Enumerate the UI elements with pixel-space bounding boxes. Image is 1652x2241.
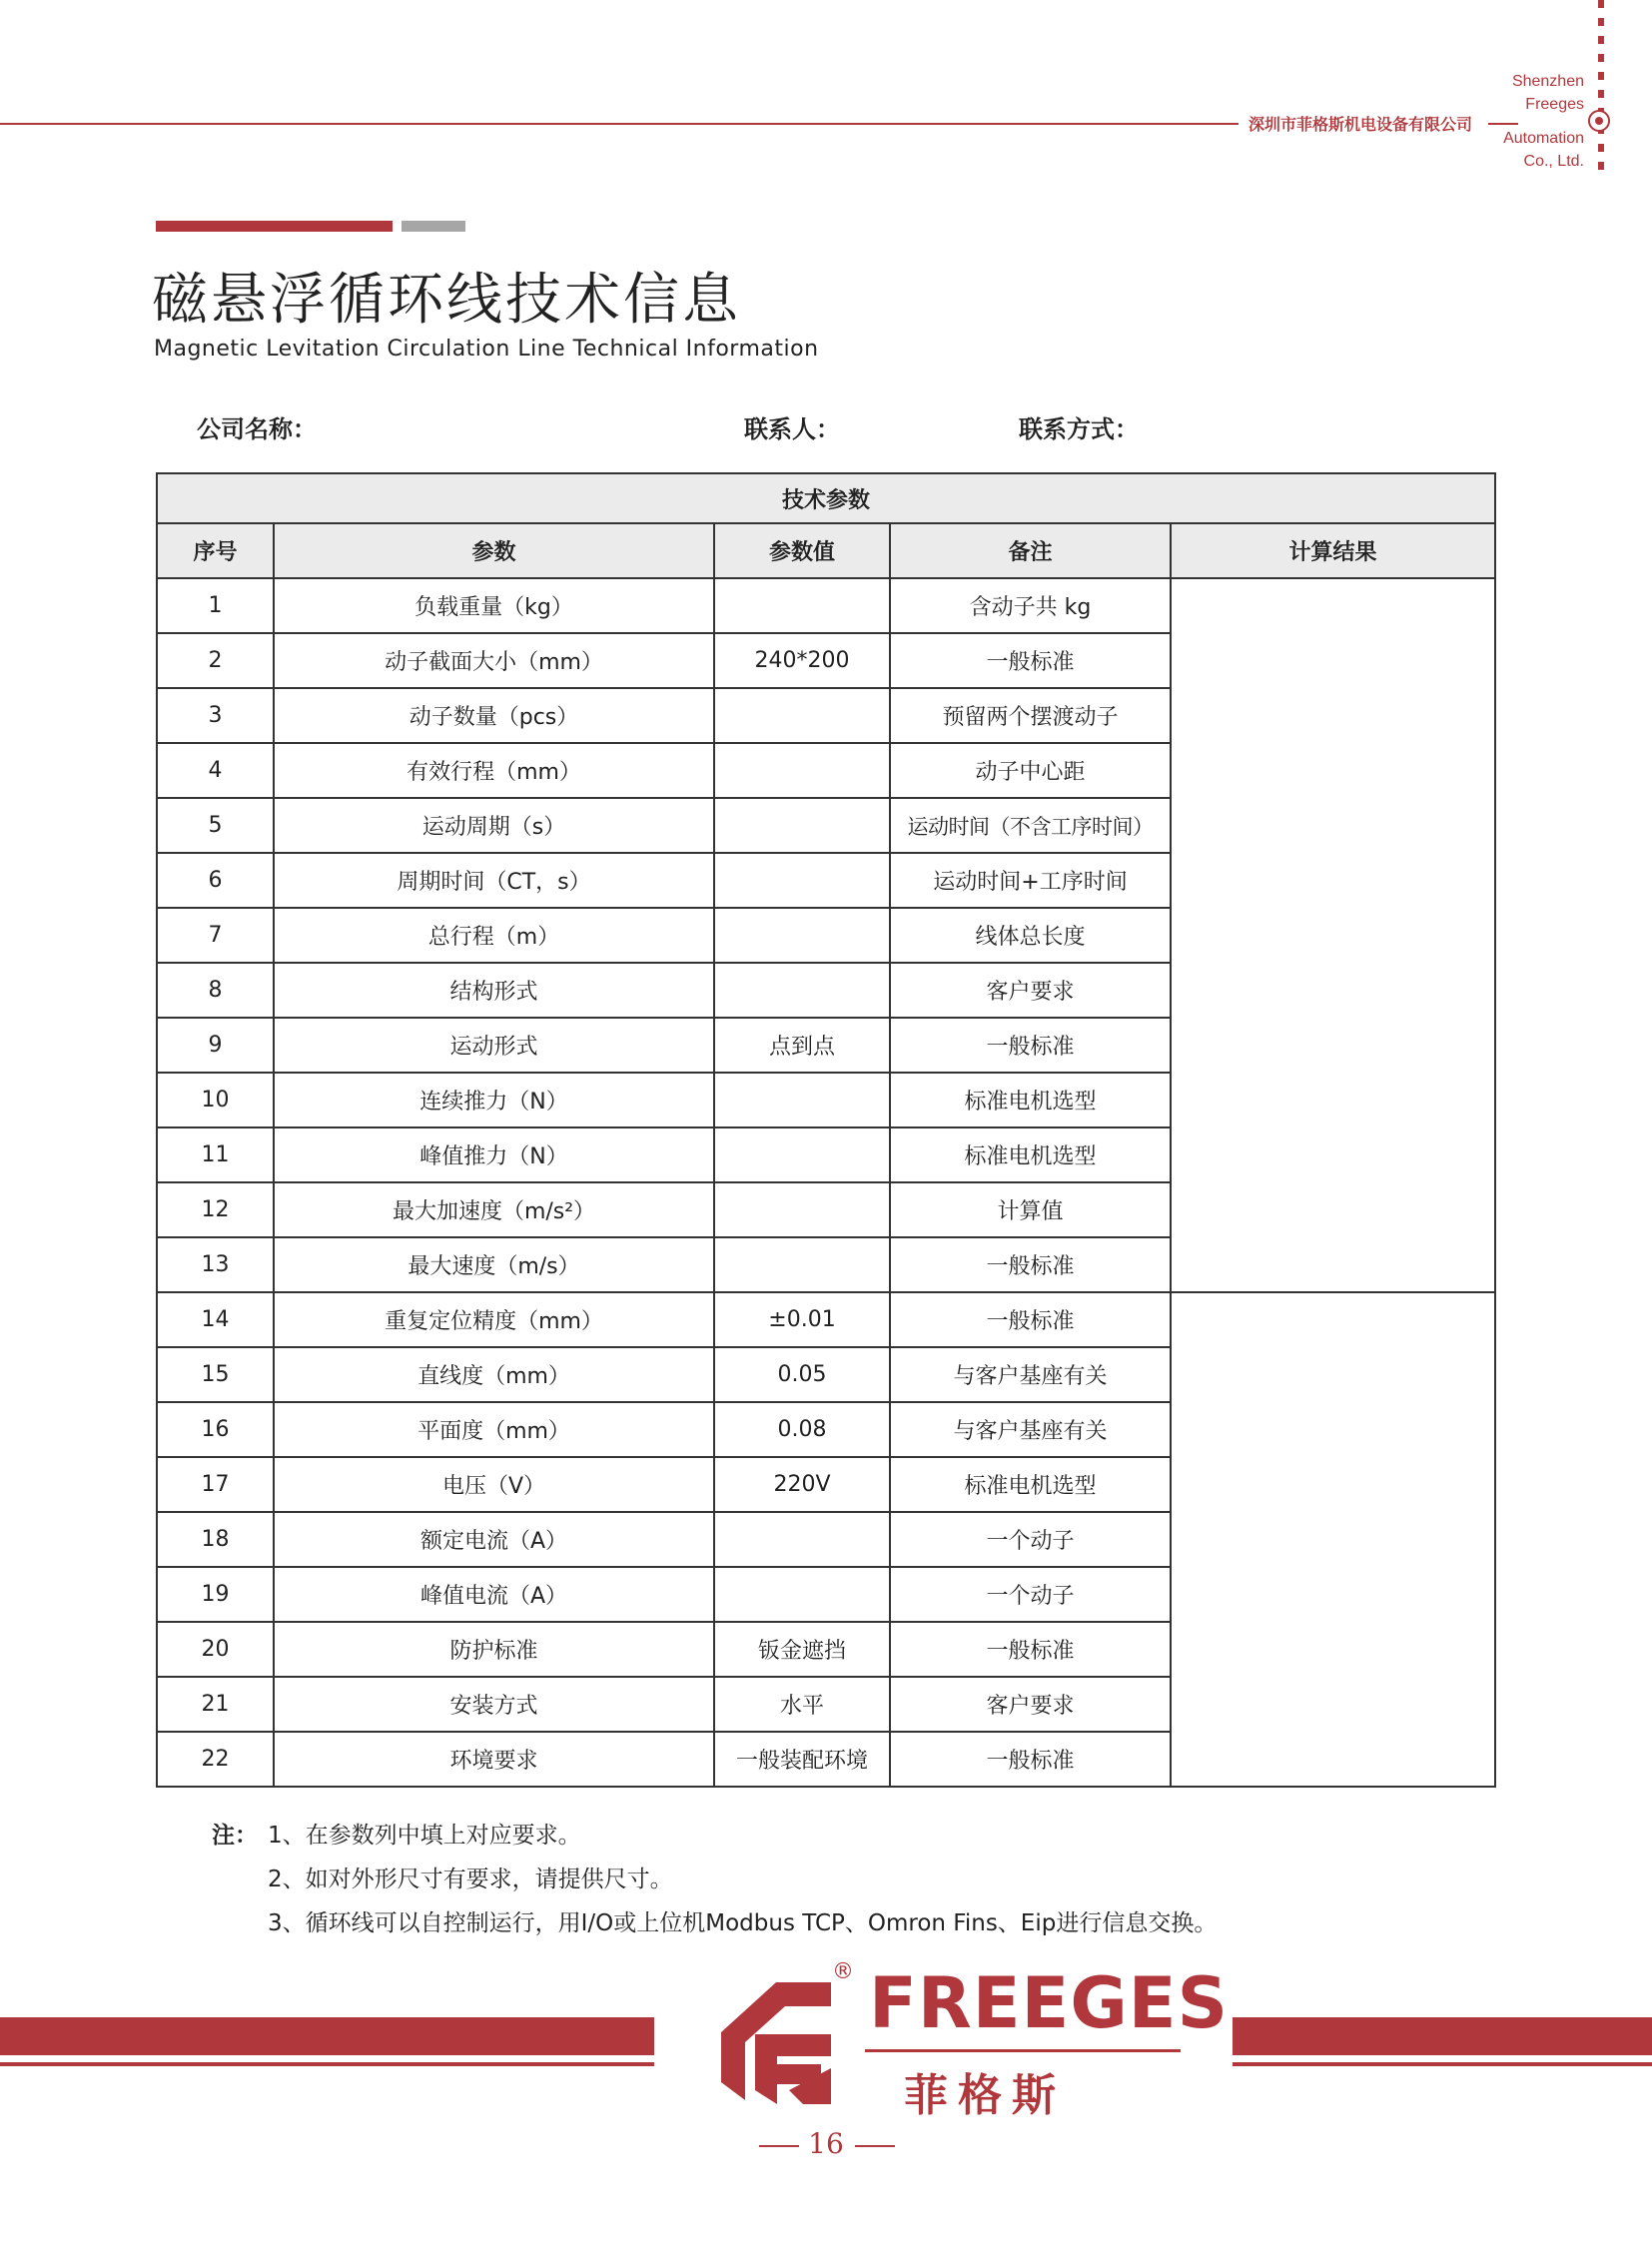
contact-method-label: 联系方式： — [1019, 415, 1139, 443]
cell-value: 0.08 — [714, 1402, 890, 1457]
footer-bar-right-thin — [1233, 2062, 1652, 2066]
page-ornament-right — [855, 2145, 895, 2147]
cell-param: 动子数量（pcs） — [274, 688, 714, 743]
cell-param: 平面度（mm） — [274, 1402, 714, 1457]
cell-note: 与客户基座有关 — [890, 1402, 1171, 1457]
company-en-line: Freeges — [1525, 96, 1584, 113]
table-row — [157, 578, 1495, 633]
cell-note: 一般标准 — [890, 1732, 1171, 1787]
cell-param: 动子截面大小（mm） — [274, 633, 714, 688]
cell-value: 0.05 — [714, 1347, 890, 1402]
cell-value — [714, 1567, 890, 1622]
cell-param: 连续推力（N） — [274, 1073, 714, 1127]
cell-value — [714, 1182, 890, 1237]
cell-param: 峰值推力（N） — [274, 1127, 714, 1182]
cell-no: 20 — [157, 1622, 274, 1677]
cell-param: 结构形式 — [274, 963, 714, 1018]
note-item: 2、如对外形尺寸有要求，请提供尺寸。 — [268, 1867, 673, 1892]
col-header-value: 参数值 — [714, 523, 890, 578]
cell-value — [714, 963, 890, 1018]
cell-no: 10 — [157, 1073, 274, 1127]
cell-value — [714, 1512, 890, 1567]
cell-note: 一个动子 — [890, 1567, 1171, 1622]
company-name-cn: 深圳市菲格斯机电设备有限公司 — [1248, 115, 1473, 134]
cell-no: 16 — [157, 1402, 274, 1457]
col-header-param: 参数 — [274, 523, 714, 578]
company-en-line: Automation — [1503, 130, 1584, 147]
cell-no: 2 — [157, 633, 274, 688]
cell-no: 1 — [157, 578, 274, 633]
cell-value: 水平 — [714, 1677, 890, 1732]
cell-value — [714, 688, 890, 743]
page-subtitle: Magnetic Levitation Circulation Line Technical Information — [154, 337, 819, 362]
cell-no: 15 — [157, 1347, 274, 1402]
company-en-line: Shenzhen — [1511, 73, 1584, 90]
notes — [212, 1814, 1217, 1945]
cell-note: 标准电机选型 — [890, 1127, 1171, 1182]
col-header-result: 计算结果 — [1171, 523, 1495, 578]
cell-note: 线体总长度 — [890, 908, 1171, 963]
cell-no: 7 — [157, 908, 274, 963]
brand-name-cn: 菲格斯 — [904, 2070, 1066, 2121]
cell-value: 240*200 — [714, 633, 890, 688]
cell-param: 防护标准 — [274, 1622, 714, 1677]
cell-no: 21 — [157, 1677, 274, 1732]
cell-param: 运动周期（s） — [274, 798, 714, 853]
company-name-label: 公司名称： — [197, 415, 317, 443]
cell-no: 5 — [157, 798, 274, 853]
cell-note: 客户要求 — [890, 963, 1171, 1018]
registered-mark: ® — [832, 1959, 854, 1984]
brand-name-en: FREEGES — [869, 1962, 1230, 2044]
tech-params-table — [156, 472, 1496, 1788]
company-en-line: Co., Ltd. — [1523, 153, 1584, 170]
title-accent-bar — [156, 221, 393, 232]
company-name-en — [1458, 70, 1584, 173]
brand-divider — [865, 2049, 1181, 2052]
cell-note: 计算值 — [890, 1182, 1171, 1237]
cell-note: 一个动子 — [890, 1512, 1171, 1567]
cell-no: 19 — [157, 1567, 274, 1622]
cell-value — [714, 1127, 890, 1182]
cell-param: 重复定位精度（mm） — [274, 1292, 714, 1347]
cell-note: 运动时间+工序时间 — [890, 853, 1171, 908]
footer-bar-left-thin — [0, 2062, 654, 2066]
cell-param: 最大速度（m/s） — [274, 1237, 714, 1292]
cell-no: 8 — [157, 963, 274, 1018]
cell-value — [714, 908, 890, 963]
cell-value — [714, 853, 890, 908]
cell-note: 客户要求 — [890, 1677, 1171, 1732]
table-row — [157, 1292, 1495, 1347]
cell-no: 6 — [157, 853, 274, 908]
page-number: 16 — [808, 2127, 844, 2160]
cell-value — [714, 798, 890, 853]
cell-note: 一般标准 — [890, 1018, 1171, 1073]
cell-no: 3 — [157, 688, 274, 743]
title-gray-bar — [402, 221, 465, 232]
cell-no: 9 — [157, 1018, 274, 1073]
cell-result[interactable] — [1171, 1292, 1495, 1787]
cell-value — [714, 1073, 890, 1127]
freeges-logo-icon — [711, 1972, 841, 2112]
page-ornament-left — [759, 2145, 799, 2147]
header-rule — [0, 123, 1239, 125]
cell-value: 220V — [714, 1457, 890, 1512]
cell-note: 含动子共 kg — [890, 578, 1171, 633]
cell-param: 运动形式 — [274, 1018, 714, 1073]
cell-param: 直线度（mm） — [274, 1347, 714, 1402]
cell-value: 钣金遮挡 — [714, 1622, 890, 1677]
col-header-note: 备注 — [890, 523, 1171, 578]
cell-note: 标准电机选型 — [890, 1457, 1171, 1512]
cell-param: 电压（V） — [274, 1457, 714, 1512]
cell-no: 4 — [157, 743, 274, 798]
cell-no: 17 — [157, 1457, 274, 1512]
header-target-icon — [1588, 110, 1610, 132]
cell-note: 预留两个摆渡动子 — [890, 688, 1171, 743]
cell-no: 11 — [157, 1127, 274, 1182]
cell-note: 与客户基座有关 — [890, 1347, 1171, 1402]
cell-param: 周期时间（CT，s） — [274, 853, 714, 908]
page-title: 磁悬浮循环线技术信息 — [152, 268, 741, 333]
cell-param: 最大加速度（m/s²） — [274, 1182, 714, 1237]
cell-note: 一般标准 — [890, 1622, 1171, 1677]
cell-no: 22 — [157, 1732, 274, 1787]
cell-value — [714, 1237, 890, 1292]
notes-label: 注： — [212, 1823, 258, 1849]
cell-value: 点到点 — [714, 1018, 890, 1073]
col-header-no: 序号 — [157, 523, 274, 578]
footer-bar-left — [0, 2017, 654, 2055]
cell-param: 环境要求 — [274, 1732, 714, 1787]
note-item: 1、在参数列中填上对应要求。 — [268, 1823, 581, 1849]
cell-no: 12 — [157, 1182, 274, 1237]
contact-person-label: 联系人： — [744, 415, 840, 443]
cell-note: 运动时间（不含工序时间） — [890, 798, 1171, 853]
header-dotted-line — [1598, 0, 1604, 180]
cell-param: 负载重量（kg） — [274, 578, 714, 633]
cell-result[interactable] — [1171, 578, 1495, 1292]
note-item: 3、循环线可以自控制运行，用I/O或上位机Modbus TCP、Omron Fins、Eip进行信息交换。 — [268, 1910, 1218, 1936]
cell-no: 18 — [157, 1512, 274, 1567]
table-caption: 技术参数 — [157, 473, 1495, 523]
cell-param: 有效行程（mm） — [274, 743, 714, 798]
cell-note: 动子中心距 — [890, 743, 1171, 798]
cell-value — [714, 743, 890, 798]
cell-value: 一般装配环境 — [714, 1732, 890, 1787]
cell-no: 13 — [157, 1237, 274, 1292]
cell-value: ±0.01 — [714, 1292, 890, 1347]
cell-param: 额定电流（A） — [274, 1512, 714, 1567]
cell-param: 安装方式 — [274, 1677, 714, 1732]
cell-note: 一般标准 — [890, 1292, 1171, 1347]
cell-value — [714, 578, 890, 633]
cell-param: 总行程（m） — [274, 908, 714, 963]
cell-no: 14 — [157, 1292, 274, 1347]
cell-param: 峰值电流（A） — [274, 1567, 714, 1622]
cell-note: 一般标准 — [890, 633, 1171, 688]
cell-note: 一般标准 — [890, 1237, 1171, 1292]
footer-bar-right — [1233, 2017, 1652, 2055]
cell-note: 标准电机选型 — [890, 1073, 1171, 1127]
